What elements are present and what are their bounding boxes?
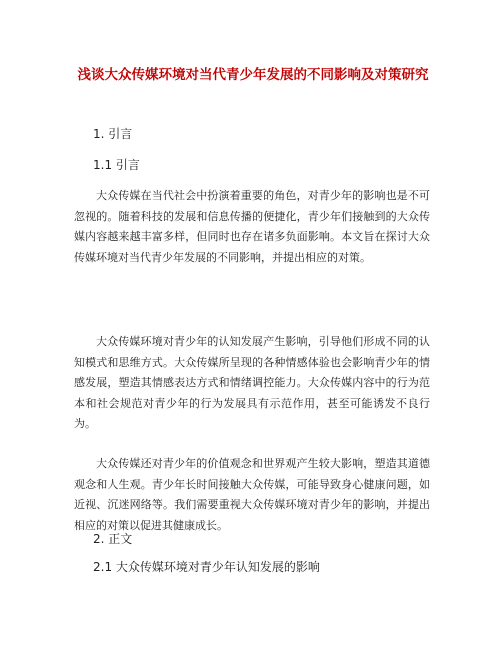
document-title: 浅谈大众传媒环境对当代青少年发展的不同影响及对策研究 [77,67,429,83]
subsection-heading-cognitive: 2.1 大众传媒环境对青少年认知发展的影响 [93,560,320,574]
paragraph-intro-2: 大众传媒环境对青少年的认知发展产生影响，引导他们形成不同的认知模式和思维方式。大众传媒所呈现的各种情感体验也会影响青少年的情感发展，塑造其情感表达方式和情绪调控能力。大众传媒内容中的行为范本和社会规范对青少年的行为发展具有示范作用，甚至可能诱发不良行为。 [74,335,430,430]
section-heading-introduction: 1. 引言 [93,127,133,141]
paragraph-intro-3: 大众传媒还对青少年的价值观念和世界观产生较大影响，塑造其道德观念和人生观。青少年长时间接触大众传媒，可能导致身心健康问题，如近视、沉迷网络等。我们需要重视大众传媒环境对青少年的影响，并提出相应的对策以促进其健康成长。 [74,457,430,532]
paragraph-intro-1: 大众传媒在当代社会中扮演着重要的角色，对青少年的影响也是不可忽视的。随着科技的发展和信息传播的便捷化，青少年们接触到的大众传媒内容越来越丰富多样，但同时也存在诸多负面影响。本文旨在探讨大众传媒环境对当代青少年发展的不同影响，并提出相应的对策。 [74,189,430,264]
section-heading-body: 2. 正文 [93,532,133,546]
subsection-heading-introduction: 1.1 引言 [93,158,140,172]
